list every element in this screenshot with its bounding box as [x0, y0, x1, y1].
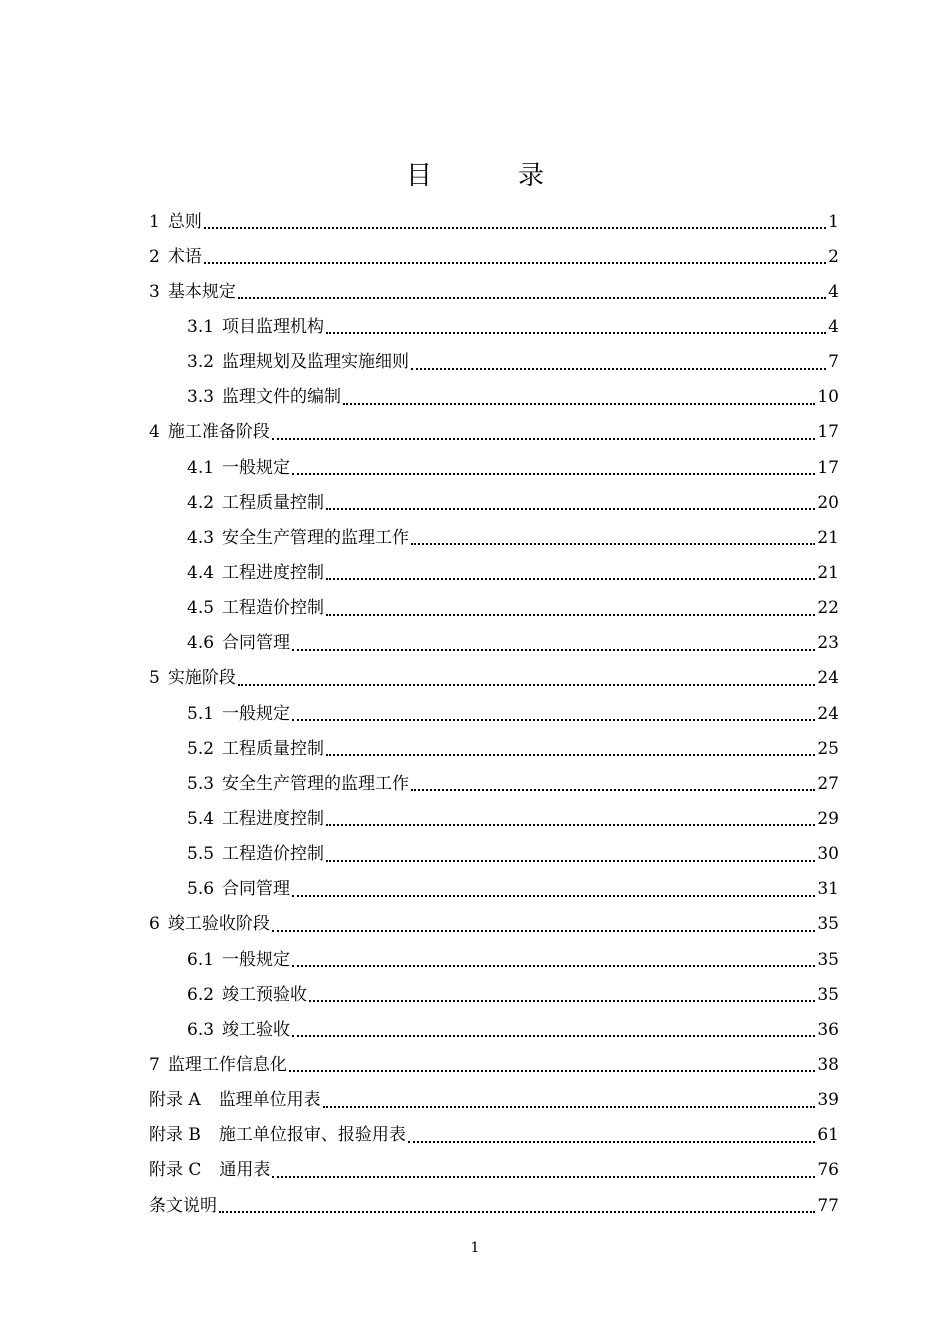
toc-entry-page: 17: [817, 422, 839, 443]
toc-entry-number: 附录 A: [149, 1090, 201, 1111]
toc-entry-number: 5.1: [187, 703, 215, 724]
toc-entry[interactable]: [149, 942, 839, 977]
toc-dot-leader: [408, 1140, 815, 1143]
toc-entry-number: 5.2: [187, 738, 215, 759]
toc-dot-leader: [326, 577, 815, 580]
toc-entry[interactable]: [149, 872, 839, 907]
toc-entry-number: 3: [149, 281, 160, 302]
toc-entry-page: 24: [817, 703, 839, 724]
toc-entry-number: 4.4: [187, 562, 215, 583]
toc-dot-leader: [309, 999, 815, 1002]
toc-entry[interactable]: [149, 555, 839, 590]
toc-entry-page: 4: [828, 316, 839, 337]
toc-entry-title: 一般规定: [222, 949, 291, 970]
toc-entry-title: 施工准备阶段: [167, 422, 270, 443]
toc-entry[interactable]: [149, 591, 839, 626]
toc-entry-title: 监理单位用表: [218, 1090, 321, 1111]
toc-entry-number: 附录 B: [149, 1125, 201, 1146]
toc-entry-page: 17: [817, 457, 839, 478]
toc-entry-title: 监理文件的编制: [222, 387, 342, 408]
toc-entry-number: 5.3: [187, 773, 215, 794]
toc-entry-number: 6.2: [187, 984, 215, 1005]
toc-entry[interactable]: [149, 345, 839, 380]
toc-entry[interactable]: [149, 450, 839, 485]
toc-dot-leader: [411, 367, 826, 370]
toc-entry-page: 25: [817, 738, 839, 759]
toc-entry[interactable]: [149, 907, 839, 942]
toc-entry[interactable]: [149, 1153, 839, 1188]
toc-entry-title: 竣工验收阶段: [167, 914, 270, 935]
toc-entry-title: 工程进度控制: [222, 562, 325, 583]
toc-entry-number: 4.6: [187, 633, 215, 654]
toc-entry-page: 76: [817, 1160, 839, 1181]
toc-entry-title: 通用表: [219, 1160, 271, 1181]
toc-entry-title: 一般规定: [222, 457, 291, 478]
toc-dot-leader: [326, 753, 815, 756]
toc-entry-title: 项目监理机构: [222, 316, 325, 337]
toc-entry[interactable]: [149, 1083, 839, 1118]
toc-entry-page: 1: [828, 211, 839, 232]
toc-entry-page: 4: [828, 281, 839, 302]
toc-entry-title: 安全生产管理的监理工作: [222, 773, 410, 794]
toc-dot-leader: [292, 894, 815, 897]
toc-entry-page: 35: [817, 949, 839, 970]
toc-entry[interactable]: [149, 520, 839, 555]
toc-entry-number: 3.3: [187, 387, 215, 408]
toc-entry-title: 术语: [167, 246, 202, 267]
toc-entry-page: 10: [817, 387, 839, 408]
toc-entry-page: 36: [817, 1019, 839, 1040]
toc-entry[interactable]: [149, 977, 839, 1012]
toc-dot-leader: [326, 613, 815, 616]
toc-dot-leader: [326, 331, 826, 334]
toc-entry-title: 条文说明: [149, 1195, 217, 1216]
toc-dot-leader: [272, 1175, 815, 1178]
page-number: 1: [470, 1240, 480, 1256]
toc-dot-leader: [292, 1034, 815, 1037]
toc-dot-leader: [289, 1069, 816, 1072]
toc-entry-page: 21: [817, 562, 839, 583]
toc-entry-title: 监理规划及监理实施细则: [222, 352, 410, 373]
toc-entry-title: 合同管理: [222, 879, 291, 900]
toc-entry-number: 7: [149, 1054, 160, 1075]
toc-entry-number: 4.2: [187, 492, 215, 513]
toc-dot-leader: [411, 788, 815, 791]
toc-dot-leader: [326, 507, 815, 510]
toc-entry-title: 施工单位报审、报验用表: [218, 1125, 406, 1146]
toc-dot-leader: [411, 542, 815, 545]
toc-entry-number: 3.1: [187, 316, 215, 337]
toc-entry-page: 23: [817, 633, 839, 654]
toc-entry-title: 工程质量控制: [222, 738, 325, 759]
toc-dot-leader: [238, 296, 826, 299]
toc-entry[interactable]: [149, 239, 839, 274]
toc-entry[interactable]: [149, 1118, 839, 1153]
toc-dot-leader: [292, 964, 815, 967]
toc-entry[interactable]: [149, 766, 839, 801]
toc-entry-page: 30: [817, 844, 839, 865]
toc-dot-leader: [292, 472, 815, 475]
toc-dot-leader: [343, 402, 815, 405]
toc-entry-page: 7: [828, 352, 839, 373]
toc-entry-page: 2: [828, 246, 839, 267]
toc-entry-number: 6: [149, 914, 160, 935]
toc-entry-title: 实施阶段: [167, 668, 236, 689]
toc-dot-leader: [292, 718, 815, 721]
toc-entry-title: 工程进度控制: [222, 808, 325, 829]
toc-entry-number: 3.2: [187, 352, 215, 373]
toc-entry-title: 工程质量控制: [222, 492, 325, 513]
toc-entry-page: 35: [817, 984, 839, 1005]
toc-entry-page: 20: [817, 492, 839, 513]
toc-entry-page: 29: [817, 808, 839, 829]
toc-dot-leader: [272, 929, 816, 932]
toc-dot-leader: [219, 1210, 815, 1213]
toc-dot-leader: [323, 1105, 816, 1108]
table-of-contents: [149, 204, 839, 1223]
toc-entry-number: 4.1: [187, 457, 215, 478]
toc-entry-number: 附录 C: [149, 1160, 202, 1181]
toc-entry-title: 竣工预验收: [222, 984, 308, 1005]
toc-entry-page: 77: [817, 1195, 839, 1216]
toc-entry[interactable]: [149, 485, 839, 520]
toc-entry-title: 监理工作信息化: [167, 1054, 287, 1075]
toc-entry-page: 35: [817, 914, 839, 935]
toc-entry[interactable]: [149, 661, 839, 696]
toc-entry-number: 5.5: [187, 844, 215, 865]
toc-entry[interactable]: [149, 274, 839, 309]
toc-dot-leader: [292, 648, 815, 651]
toc-entry-page: 24: [817, 668, 839, 689]
toc-entry-page: 27: [817, 773, 839, 794]
toc-entry[interactable]: [149, 1012, 839, 1047]
toc-dot-leader: [204, 261, 826, 264]
page-title: 目 录: [405, 161, 574, 191]
toc-entry[interactable]: [149, 204, 839, 239]
toc-entry[interactable]: [149, 309, 839, 344]
toc-entry-title: 总则: [167, 211, 202, 232]
toc-entry-title: 基本规定: [167, 281, 236, 302]
toc-entry-title: 一般规定: [222, 703, 291, 724]
toc-entry[interactable]: [149, 731, 839, 766]
toc-entry-number: 5.6: [187, 879, 215, 900]
toc-entry-page: 21: [817, 527, 839, 548]
toc-entry-title: 工程造价控制: [222, 844, 325, 865]
toc-entry-page: 39: [817, 1090, 839, 1111]
toc-entry-number: 4: [149, 422, 160, 443]
toc-entry-number: 6.1: [187, 949, 215, 970]
toc-entry-number: 5.4: [187, 808, 215, 829]
toc-entry-number: 5: [149, 668, 160, 689]
toc-entry[interactable]: [149, 801, 839, 836]
toc-entry[interactable]: [149, 837, 839, 872]
toc-entry-number: 2: [149, 246, 160, 267]
toc-entry[interactable]: [149, 415, 839, 450]
toc-entry[interactable]: [149, 1047, 839, 1082]
toc-entry-page: 31: [817, 879, 839, 900]
toc-entry-title: 竣工验收: [222, 1019, 291, 1040]
toc-entry-number: 4.5: [187, 598, 215, 619]
toc-entry-title: 工程造价控制: [222, 598, 325, 619]
toc-entry[interactable]: [149, 380, 839, 415]
toc-entry[interactable]: [149, 696, 839, 731]
toc-dot-leader: [204, 226, 826, 229]
toc-dot-leader: [238, 683, 816, 686]
toc-entry[interactable]: [149, 1188, 839, 1223]
toc-entry-page: 22: [817, 598, 839, 619]
toc-entry-number: 1: [149, 211, 160, 232]
toc-entry-title: 安全生产管理的监理工作: [222, 527, 410, 548]
toc-dot-leader: [272, 437, 816, 440]
toc-entry-title: 合同管理: [222, 633, 291, 654]
toc-entry-number: 6.3: [187, 1019, 215, 1040]
toc-entry-page: 61: [817, 1125, 839, 1146]
toc-entry-number: 4.3: [187, 527, 215, 548]
toc-dot-leader: [326, 823, 815, 826]
toc-entry[interactable]: [149, 626, 839, 661]
toc-entry-page: 38: [817, 1054, 839, 1075]
toc-dot-leader: [326, 859, 815, 862]
